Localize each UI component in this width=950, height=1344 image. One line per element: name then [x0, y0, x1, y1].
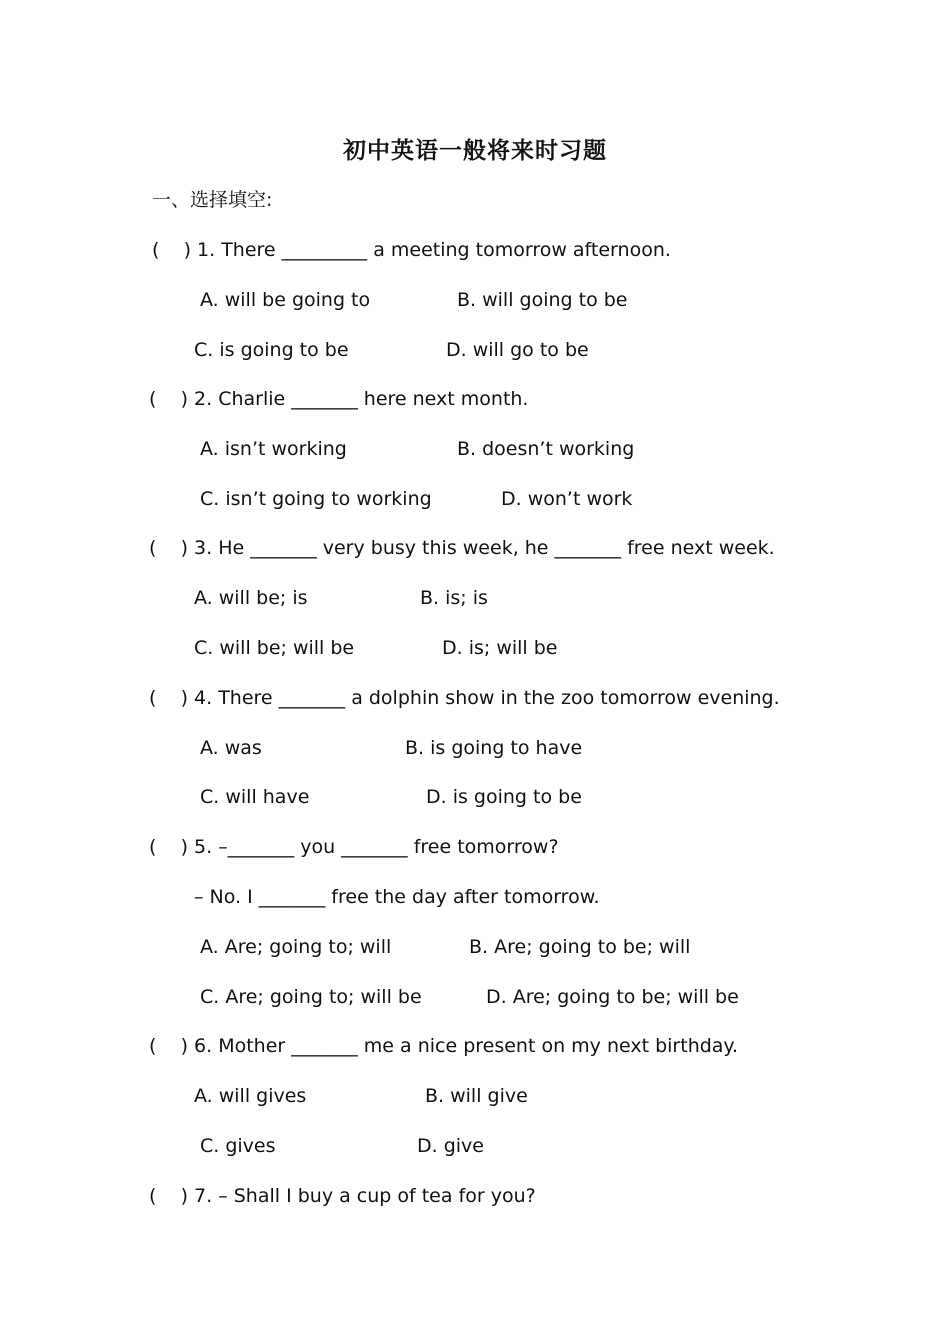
question-4-stem: ( ) 4. There _______ a dolphin show in the zoo tomorrow evening. — [149, 687, 780, 709]
question-5-answer-line: – No. I _______ free the day after tomorrow. — [194, 886, 600, 908]
question-1-option-a: A. will be going to — [200, 289, 371, 311]
question-2-option-c: C. isn’t going to working — [200, 488, 432, 510]
question-6-stem: ( ) 6. Mother _______ me a nice present on my next birthday. — [149, 1035, 739, 1057]
question-1-option-b: B. will going to be — [457, 289, 628, 311]
question-3-option-b: B. is; is — [420, 587, 488, 609]
question-2-option-d: D. won’t work — [501, 488, 633, 510]
page-title: 初中英语一般将来时习题 — [343, 137, 607, 164]
question-2-stem: ( ) 2. Charlie _______ here next month. — [149, 388, 529, 410]
question-5-option-b: B. Are; going to be; will — [469, 936, 691, 958]
question-6-option-c: C. gives — [200, 1135, 276, 1157]
question-6-option-b: B. will give — [425, 1085, 528, 1107]
question-7-stem: ( ) 7. – Shall I buy a cup of tea for you? — [149, 1185, 536, 1207]
question-5-option-c: C. Are; going to; will be — [200, 986, 422, 1008]
question-2-option-a: A. isn’t working — [200, 438, 347, 460]
question-5-stem: ( ) 5. –_______ you _______ free tomorrow? — [149, 836, 559, 858]
question-4-option-c: C. will have — [200, 786, 310, 808]
question-5-option-d: D. Are; going to be; will be — [486, 986, 739, 1008]
question-3-option-c: C. will be; will be — [194, 637, 355, 659]
question-1-option-c: C. is going to be — [194, 339, 349, 361]
question-4-option-a: A. was — [200, 737, 262, 759]
question-4-option-b: B. is going to have — [405, 737, 583, 759]
question-6-option-a: A. will gives — [194, 1085, 307, 1107]
question-2-option-b: B. doesn’t working — [457, 438, 635, 460]
section-heading: 一、选择填空: — [152, 189, 273, 211]
question-5-option-a: A. Are; going to; will — [200, 936, 392, 958]
question-4-option-d: D. is going to be — [426, 786, 582, 808]
question-3-stem: ( ) 3. He _______ very busy this week, he _______ free next week. — [149, 537, 775, 559]
question-6-option-d: D. give — [417, 1135, 484, 1157]
question-1-stem: ( ) 1. There _________ a meeting tomorrow afternoon. — [152, 239, 671, 261]
question-3-option-a: A. will be; is — [194, 587, 308, 609]
question-1-option-d: D. will go to be — [446, 339, 589, 361]
question-3-option-d: D. is; will be — [442, 637, 558, 659]
